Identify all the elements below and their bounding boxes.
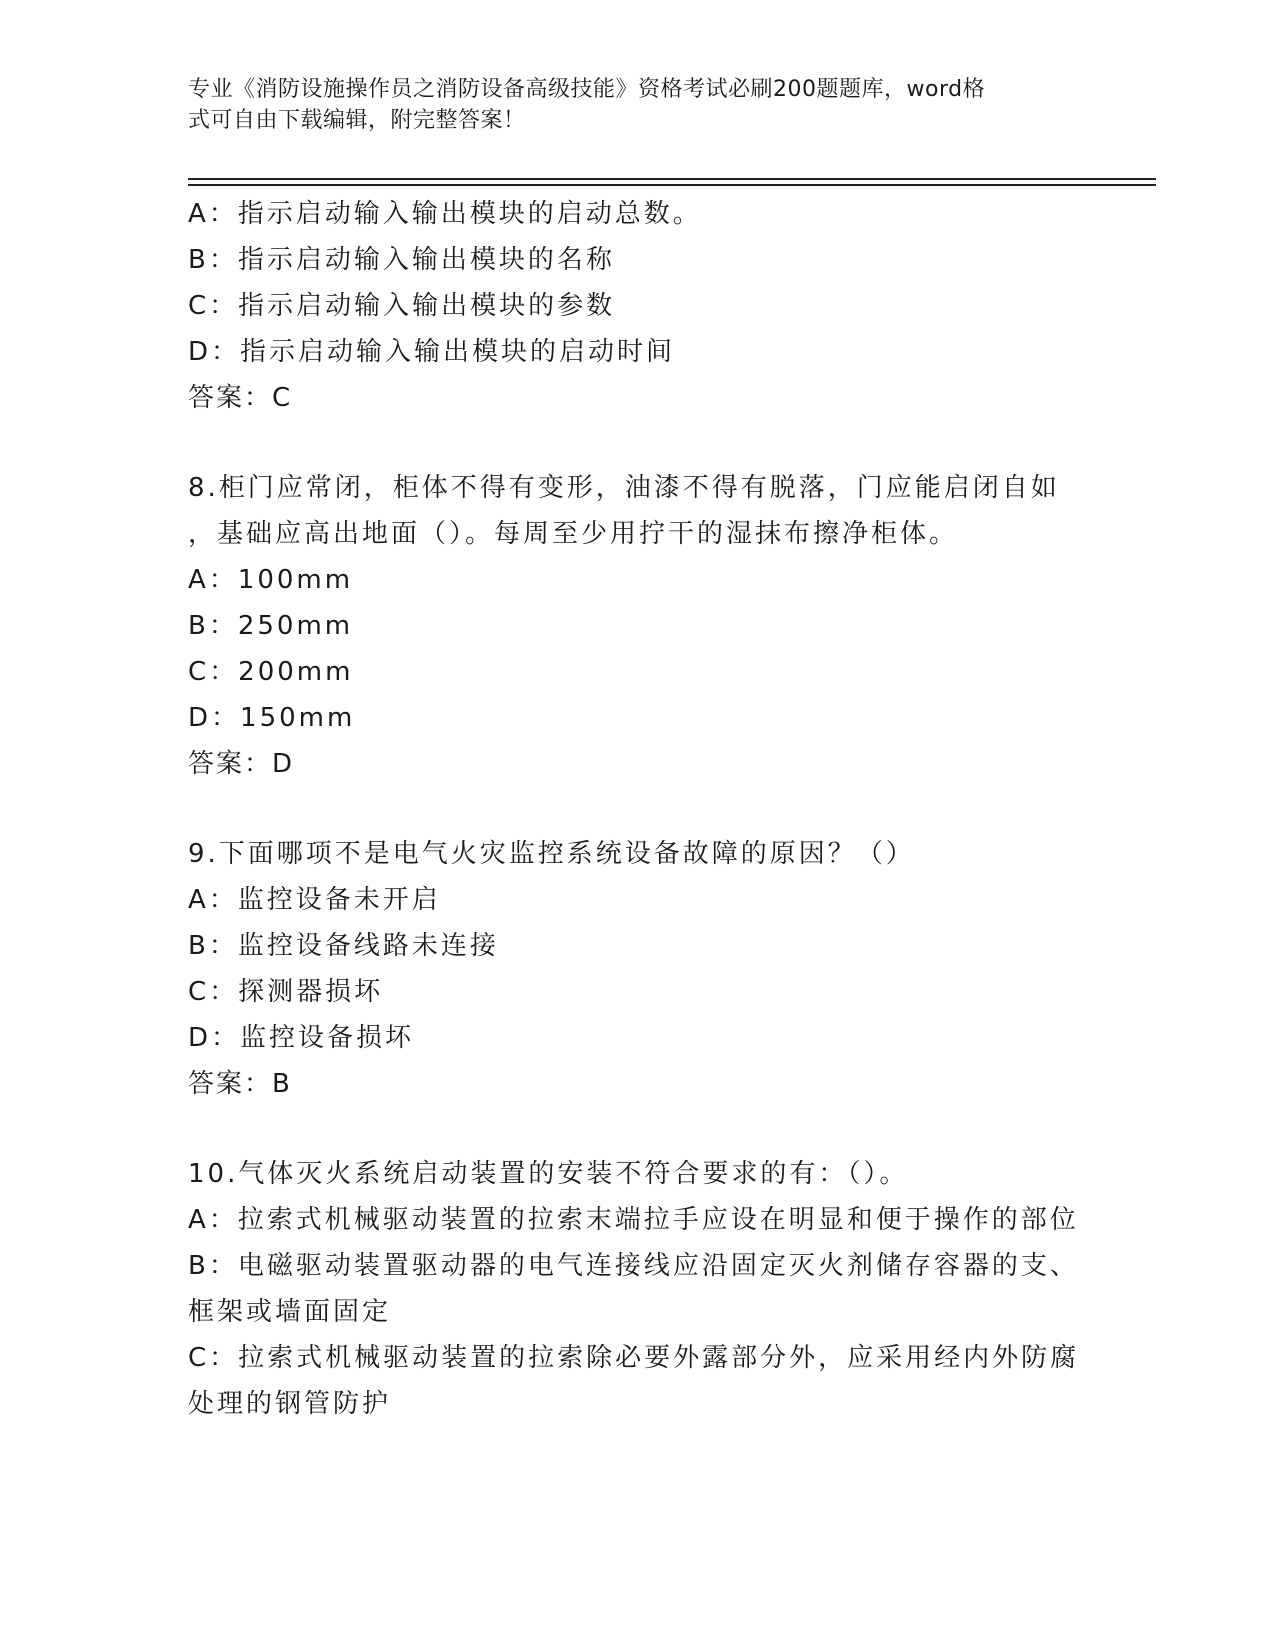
option-a: A：指示启动输入输出模块的启动总数。 (188, 199, 702, 229)
option-c: C：200mm (188, 657, 354, 687)
question-10 (188, 1151, 1088, 1427)
answer-line: 答案：C (188, 383, 293, 413)
question-text-line-1: 9.下面哪项不是电气火灾监控系统设备故障的原因？（） (188, 839, 915, 869)
question-text-line-2: ，基础应高出地面（）。每周至少用拧干的湿抹布擦净柜体。 (188, 519, 959, 549)
spacer (188, 1107, 1088, 1151)
document-header (188, 74, 1068, 136)
option-c: C：探测器损坏 (188, 977, 384, 1007)
header-rule-top (188, 178, 1156, 180)
option-a: A：100mm (188, 565, 354, 595)
option-c: C：指示启动输入输出模块的参数 (188, 291, 616, 321)
option-b-line-2: 框架或墙面固定 (188, 1297, 392, 1327)
option-a: A：监控设备未开启 (188, 885, 441, 915)
answer-line: 答案：B (188, 1069, 292, 1099)
question-8 (188, 465, 1088, 787)
option-d: D：监控设备损坏 (188, 1023, 415, 1053)
option-b-line-1: B：电磁驱动装置驱动器的电气连接线应沿固定灭火剂储存容器的支、 (188, 1251, 1079, 1281)
option-b: B：指示启动输入输出模块的名称 (188, 245, 615, 275)
question-list (188, 191, 1088, 1427)
header-line-1: 专业《消防设施操作员之消防设备高级技能》资格考试必刷200题题库，word格 (188, 77, 986, 102)
question-text-line-1: 10.气体灭火系统启动装置的安装不符合要求的有：（）。 (188, 1159, 909, 1189)
option-d: D：150mm (188, 703, 356, 733)
option-b: B：250mm (188, 611, 354, 641)
option-d: D：指示启动输入输出模块的启动时间 (188, 337, 676, 367)
spacer (188, 421, 1088, 465)
option-c-line-1: C：拉索式机械驱动装置的拉索除必要外露部分外，应采用经内外防腐 (188, 1343, 1080, 1373)
option-b: B：监控设备线路未连接 (188, 931, 499, 961)
header-rule-bottom (188, 184, 1156, 186)
option-a: A：拉索式机械驱动装置的拉索末端拉手应设在明显和便于操作的部位 (188, 1205, 1079, 1235)
header-line-2: 式可自由下载编辑，附完整答案！ (188, 108, 526, 133)
option-c-line-2: 处理的钢管防护 (188, 1389, 392, 1419)
question-text-line-1: 8.柜门应常闭，柜体不得有变形，油漆不得有脱落，门应能启闭自如 (188, 473, 1060, 503)
spacer (188, 787, 1088, 831)
answer-line: 答案：D (188, 749, 295, 779)
question-7 (188, 191, 1088, 421)
question-9 (188, 831, 1088, 1107)
